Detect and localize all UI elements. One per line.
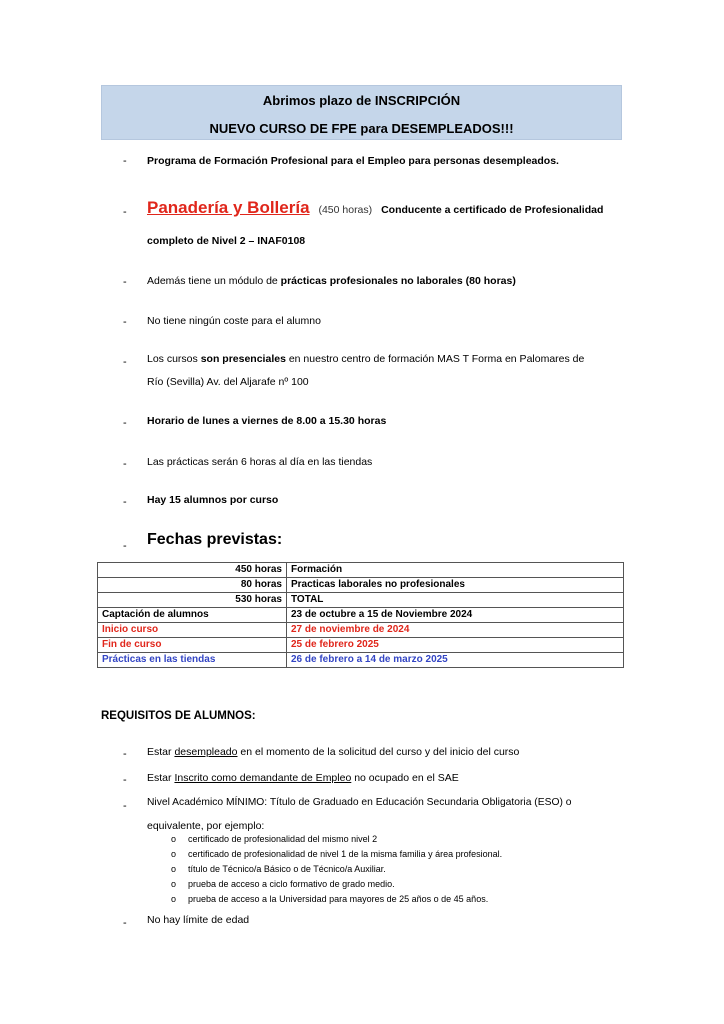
header-line-1: Abrimos plazo de INSCRIPCIÓN xyxy=(262,93,461,108)
table-cell: 25 de febrero 2025 xyxy=(287,638,624,653)
modulo-line xyxy=(147,272,622,290)
table-row xyxy=(98,638,624,653)
bullet: - xyxy=(123,748,127,760)
table-row xyxy=(98,563,624,578)
table-row xyxy=(98,653,624,668)
bullet: - xyxy=(123,540,127,552)
course-hours: (450 horas) xyxy=(318,204,373,216)
presenciales-line-2: Río (Sevilla) Av. del Aljarafe nº 100 xyxy=(147,376,309,388)
modulo-pre: Además tiene un módulo de xyxy=(147,275,281,287)
bullet: - xyxy=(123,417,127,429)
table-cell: 26 de febrero a 14 de marzo 2025 xyxy=(287,653,624,668)
sub-bullet: o xyxy=(171,864,177,874)
presenciales-pre: Los cursos xyxy=(147,353,201,365)
bullet: - xyxy=(123,917,127,929)
requisito-desempleado xyxy=(147,743,622,761)
bullet: - xyxy=(123,206,127,218)
table-cell: 530 horas xyxy=(98,593,287,608)
req1-pre: Estar xyxy=(147,746,175,758)
sub-item: título de Técnico/a Básico o de Técnico/a Auxiliar. xyxy=(188,864,386,874)
presenciales-bold: son presenciales xyxy=(200,353,286,365)
announcement-header xyxy=(101,85,622,140)
sub-bullet: o xyxy=(171,849,177,859)
requisitos-title: REQUISITOS DE ALUMNOS: xyxy=(101,710,256,722)
fechas-heading: Fechas previstas: xyxy=(147,531,283,548)
table-row xyxy=(98,593,624,608)
bullet: - xyxy=(123,276,127,288)
bullet: - xyxy=(123,496,127,508)
table-row xyxy=(98,608,624,623)
presenciales-line xyxy=(147,350,622,368)
sub-bullet: o xyxy=(171,879,177,889)
alumnos-text: Hay 15 alumnos por curso xyxy=(147,494,279,506)
table-cell: Fin de curso xyxy=(98,638,287,653)
sub-bullet: o xyxy=(171,834,177,844)
table-cell: Formación xyxy=(287,563,624,578)
table-row xyxy=(98,578,624,593)
requisito-edad: No hay límite de edad xyxy=(147,914,250,926)
bullet: - xyxy=(123,800,127,812)
table-cell: Prácticas en las tiendas xyxy=(98,653,287,668)
table-cell: 27 de noviembre de 2024 xyxy=(287,623,624,638)
table-cell: Captación de alumnos xyxy=(98,608,287,623)
coste-text: No tiene ningún coste para el alumno xyxy=(147,315,321,327)
bullet: - xyxy=(123,155,127,167)
sub-bullet: o xyxy=(171,894,177,904)
course-conducente: Conducente a certificado de Profesionalidad xyxy=(381,204,604,216)
sub-item: certificado de profesionalidad de nivel 1 de la misma familia y área profesional. xyxy=(188,849,503,859)
req2-underlined: Inscrito como demandante de Empleo xyxy=(174,772,352,784)
req1-underlined: desempleado xyxy=(174,746,238,758)
practicas-text: Las prácticas serán 6 horas al día en las tiendas xyxy=(147,456,373,468)
requisito-nivel-1: Nivel Académico MÍNIMO: Título de Graduado en Educación Secundaria Obligatoria (ESO) o xyxy=(147,797,572,808)
sub-item: prueba de acceso a ciclo formativo de grado medio. xyxy=(188,879,395,889)
table-cell: TOTAL xyxy=(287,593,624,608)
bullet: - xyxy=(123,356,127,368)
table-cell: 450 horas xyxy=(98,563,287,578)
table-cell: Practicas laborales no profesionales xyxy=(287,578,624,593)
modulo-bold: prácticas profesionales no laborales (80 horas) xyxy=(280,275,516,287)
req1-post: en el momento de la solicitud del curso y del inicio del curso xyxy=(237,746,520,758)
sub-item: prueba de acceso a la Universidad para mayores de 25 años o de 45 años. xyxy=(188,894,489,904)
dates-table xyxy=(97,562,624,668)
horario-text: Horario de lunes a viernes de 8.00 a 15.30 horas xyxy=(147,415,387,427)
header-line-2: NUEVO CURSO DE FPE para DESEMPLEADOS!!! xyxy=(209,121,514,136)
course-line-2: completo de Nivel 2 – INAF0108 xyxy=(147,235,306,247)
table-row xyxy=(98,623,624,638)
bullet: - xyxy=(123,316,127,328)
presenciales-post: en nuestro centro de formación MAS T Forma en Palomares de xyxy=(285,353,585,365)
req2-post: no ocupado en el SAE xyxy=(351,772,459,784)
req2-pre: Estar xyxy=(147,772,175,784)
sub-item: certificado de profesionalidad del mismo nivel 2 xyxy=(188,834,378,844)
course-line xyxy=(147,199,627,219)
requisito-inscrito xyxy=(147,769,622,787)
programa-text: Programa de Formación Profesional para el Empleo para personas desempleados. xyxy=(147,155,559,167)
table-cell: 80 horas xyxy=(98,578,287,593)
table-cell: 23 de octubre a 15 de Noviembre 2024 xyxy=(287,608,624,623)
requisito-nivel-2: equivalente, por ejemplo: xyxy=(147,820,265,832)
bullet: - xyxy=(123,458,127,470)
course-name: Panadería y Bollería xyxy=(147,198,310,217)
bullet: - xyxy=(123,774,127,786)
table-cell: Inicio curso xyxy=(98,623,287,638)
